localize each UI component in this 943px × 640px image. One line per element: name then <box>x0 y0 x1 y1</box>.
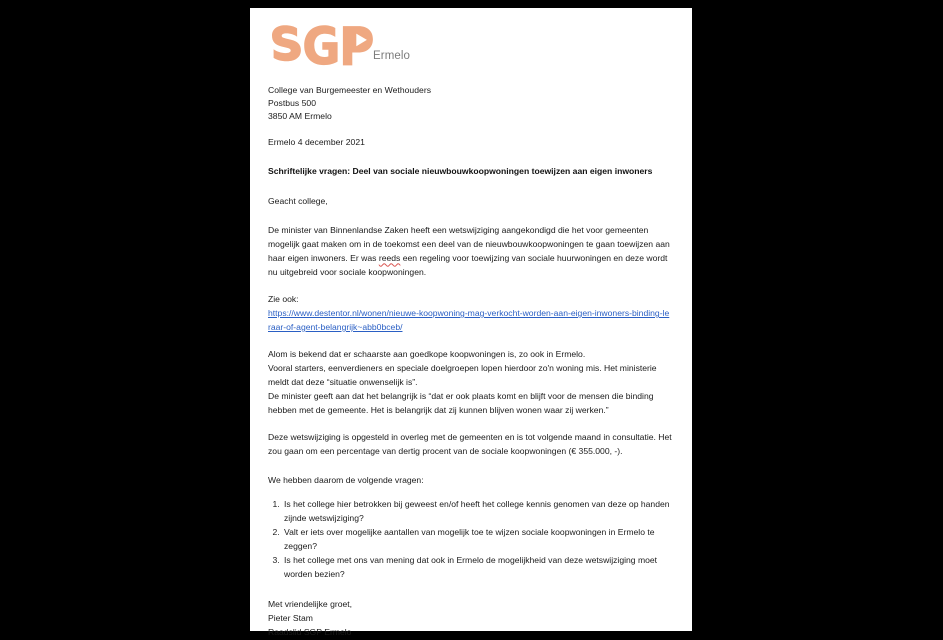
see-also-label: Zie ook: <box>268 294 299 305</box>
list-item: 3. Is het college met ons van mening dat ook in Ermelo de mogelijkheid van deze wetswijziging moet worden bezien? <box>282 554 672 582</box>
spacer <box>268 582 672 598</box>
paragraph-minister-quote: De minister geeft aan dat het belangrijk is “dat er ook plaats komt en blijft voor de mensen die binding hebben met de gemeente. Het is belangrijk dat zij kunnen blijven wonen waar zij werken.” <box>268 390 654 415</box>
paragraph-consultation: Deze wetswijziging is opgesteld in overleg met de gemeenten en is tot volgende maand in consultatie. Het zou gaan om een percentage van dertig procent van de sociale koopwoningen (€ 355.000, -). <box>268 431 672 456</box>
spacer <box>268 458 672 474</box>
spacer <box>268 418 672 431</box>
spacer <box>268 208 672 224</box>
letterhead-logo <box>268 20 672 68</box>
spacer <box>268 280 672 293</box>
spacer <box>268 149 672 165</box>
source-article-link[interactable]: https://www.destentor.nl/wonen/nieuwe-koopwoning-mag-verkocht-worden-aan-eigen-inwoners-binding-leraar-of-agent-belangrijk~abb0bceb/ <box>268 308 670 333</box>
recipient-line-2: Postbus 500 <box>268 98 316 109</box>
paragraph-target-groups: Vooral starters, eenverdieners en speciale doelgroepen lopen hierdoor zo'n woning mis. Het ministerie meldt dat deze “situatie onwenselijk is”. <box>268 362 657 387</box>
spacer <box>268 488 672 498</box>
paragraph-intro <box>268 224 672 280</box>
paragraph-intro-part-a: De minister van Binnenlandse Zaken heeft een wetswijziging aangekondigd die het voor gemeenten mogelijk gaat maken om in de toekomst een deel van de nieuwbouwkoopwoningen te gaan toewijzen aan haar eigen inwoners. Er was <box>268 225 670 264</box>
spacer <box>268 179 672 195</box>
signer-role: Raadslid SGP Ermelo <box>268 626 352 637</box>
signer-name: Pieter Stam <box>268 612 313 623</box>
logo-suffix-label: Ermelo <box>373 49 411 62</box>
paragraph-scarcity: Alom is bekend dat er schaarste aan goedkope koopwoningen is, zo ook in Ermelo. <box>268 349 586 360</box>
questions-list <box>268 498 672 582</box>
recipient-line-1: College van Burgemeester en Wethouders <box>268 85 432 95</box>
subject-line: Schriftelijke vragen: Deel van sociale nieuwbouwkoopwoningen toewijzen aan eigen inwoners <box>268 166 653 177</box>
spacer <box>268 335 672 348</box>
recipient-address <box>268 84 672 123</box>
recipient-line-3: 3850 AM Ermelo <box>268 111 332 122</box>
spellcheck-flagged-word: reeds <box>378 253 401 264</box>
salutation: Geacht college, <box>268 195 328 206</box>
paragraph-intro-part-b: een regeling voor toewijzing van sociale huurwoningen en deze wordt nu uitgebreid voor sociale koopwoningen. <box>268 253 668 278</box>
list-item: 1. Is het college hier betrokken bij geweest en/of heeft het college kennis genomen van deze op handen zijnde wetswijziging? <box>282 498 672 526</box>
dateline: Ermelo 4 december 2021 <box>268 137 365 148</box>
spacer <box>268 123 672 136</box>
closing-greeting: Met vriendelijke groet, <box>268 598 353 609</box>
list-item: 2. Valt er iets over mogelijke aantallen van mogelijk toe te wijzen sociale koopwoningen in Ermelo te zeggen? <box>282 526 672 554</box>
sgp-logo-icon <box>268 24 366 68</box>
document-page <box>250 8 692 637</box>
questions-intro: We hebben daarom de volgende vragen: <box>268 475 424 486</box>
closing-block <box>268 598 672 640</box>
